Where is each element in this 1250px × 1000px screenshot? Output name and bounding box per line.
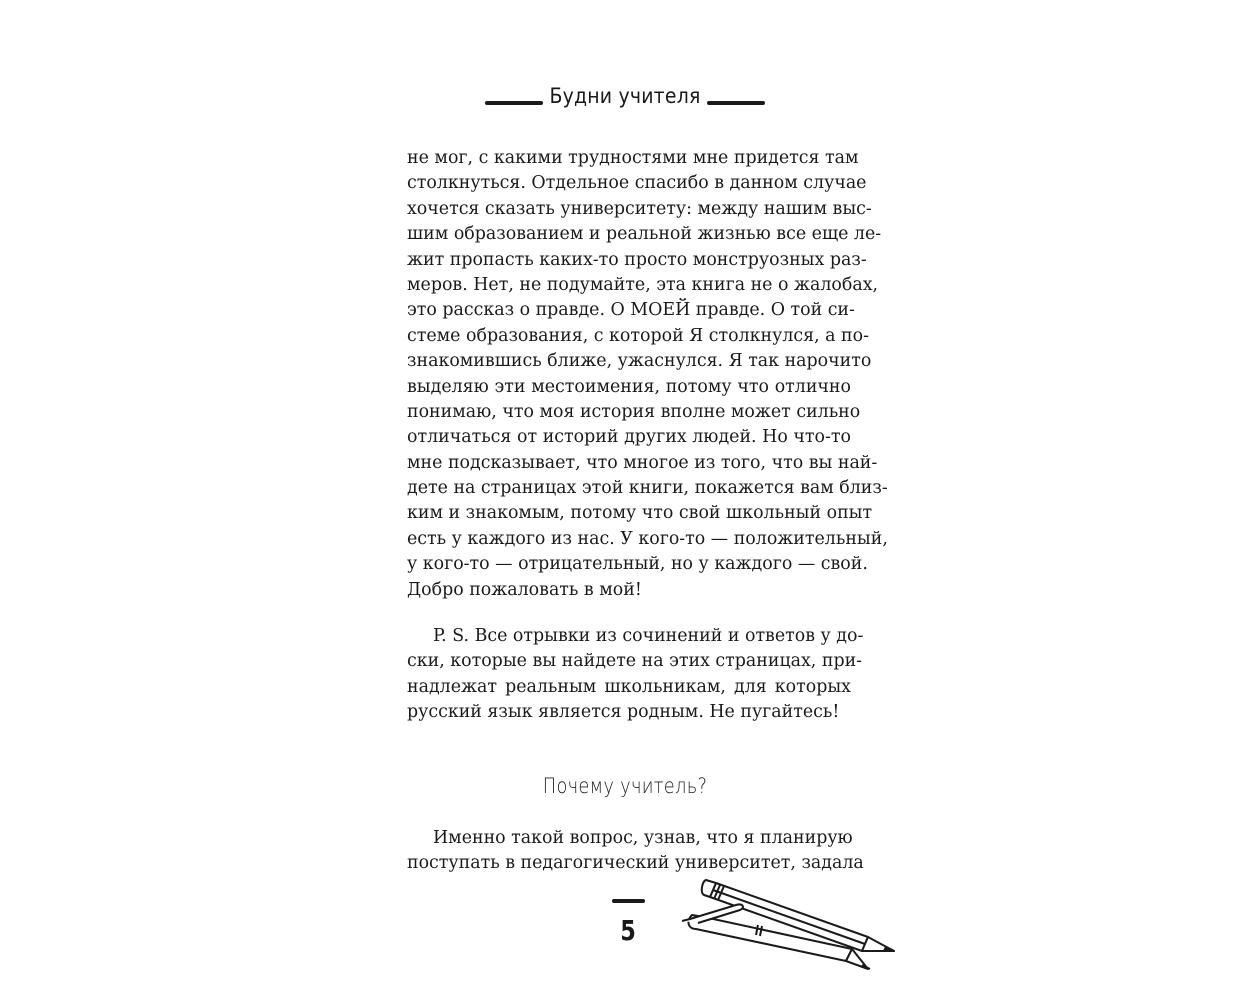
section-heading: Почему учитель?	[542, 774, 708, 798]
paragraph-2	[407, 624, 864, 726]
text-line: стеме образования, с которой Я столкнулся, а по-	[407, 325, 869, 346]
text-line: надлежат реальным школьникам, для которых	[407, 676, 851, 697]
text-line: меров. Нет, не подумайте, эта книга не о жалобах,	[407, 274, 879, 295]
running-header	[0, 84, 1250, 108]
text-line: поступать в педагогический университет, задала	[407, 853, 864, 874]
text-line: это рассказ о правде. О МОЕЙ правде. О той си-	[407, 300, 855, 321]
text-line: Добро пожаловать в мой!	[407, 579, 642, 600]
text-line: у кого-то — отрицательный, но у каждого — свой.	[407, 554, 868, 575]
text-line: отличаться от историй других людей. Но что-то	[407, 427, 851, 448]
running-header-title: Будни учителя	[549, 84, 701, 108]
text-line: не мог, с какими трудностями мне придется там	[407, 148, 859, 168]
paragraph-3	[407, 826, 864, 877]
text-line: выделяю эти местоимения, потому что отлично	[407, 376, 851, 397]
text-line: дете на страницах этой книги, покажется вам близ-	[407, 478, 888, 499]
text-line: ски, которые вы найдете на этих страницах, при-	[407, 651, 863, 672]
text-line: хочется сказать университету: между нашим выс-	[407, 198, 872, 219]
text-line: ким и знакомым, потому что свой школьный опыт	[407, 503, 873, 524]
text-line: столкнуться. Отдельное спасибо в данном случае	[407, 173, 867, 194]
page-number-rule	[612, 899, 645, 903]
text-line: русский язык является родным. Не пугайтесь!	[407, 702, 840, 723]
page-number: 5	[620, 914, 636, 947]
text-line: жит пропасть каких-то просто монструозных раз-	[407, 249, 867, 270]
header-right-rule	[707, 101, 765, 105]
paragraph-1	[407, 146, 888, 603]
text-line: шим образованием и реальной жизнью все еще ле-	[407, 224, 882, 245]
text-line: P. S. Все отрывки из сочинений и ответов у до-	[433, 626, 864, 646]
text-line: Именно такой вопрос, узнав, что я планирую	[433, 828, 853, 848]
text-line: мне подсказывает, что многое из того, что вы най-	[407, 452, 878, 473]
text-line: знакомившись ближе, ужаснулся. Я так нарочито	[407, 351, 872, 372]
text-line: есть у каждого из нас. У кого-то — положительный,	[407, 528, 888, 549]
pens-illustration	[676, 877, 900, 973]
header-left-rule	[485, 101, 543, 105]
text-line: понимаю, что моя история вполне может сильно	[407, 401, 861, 422]
